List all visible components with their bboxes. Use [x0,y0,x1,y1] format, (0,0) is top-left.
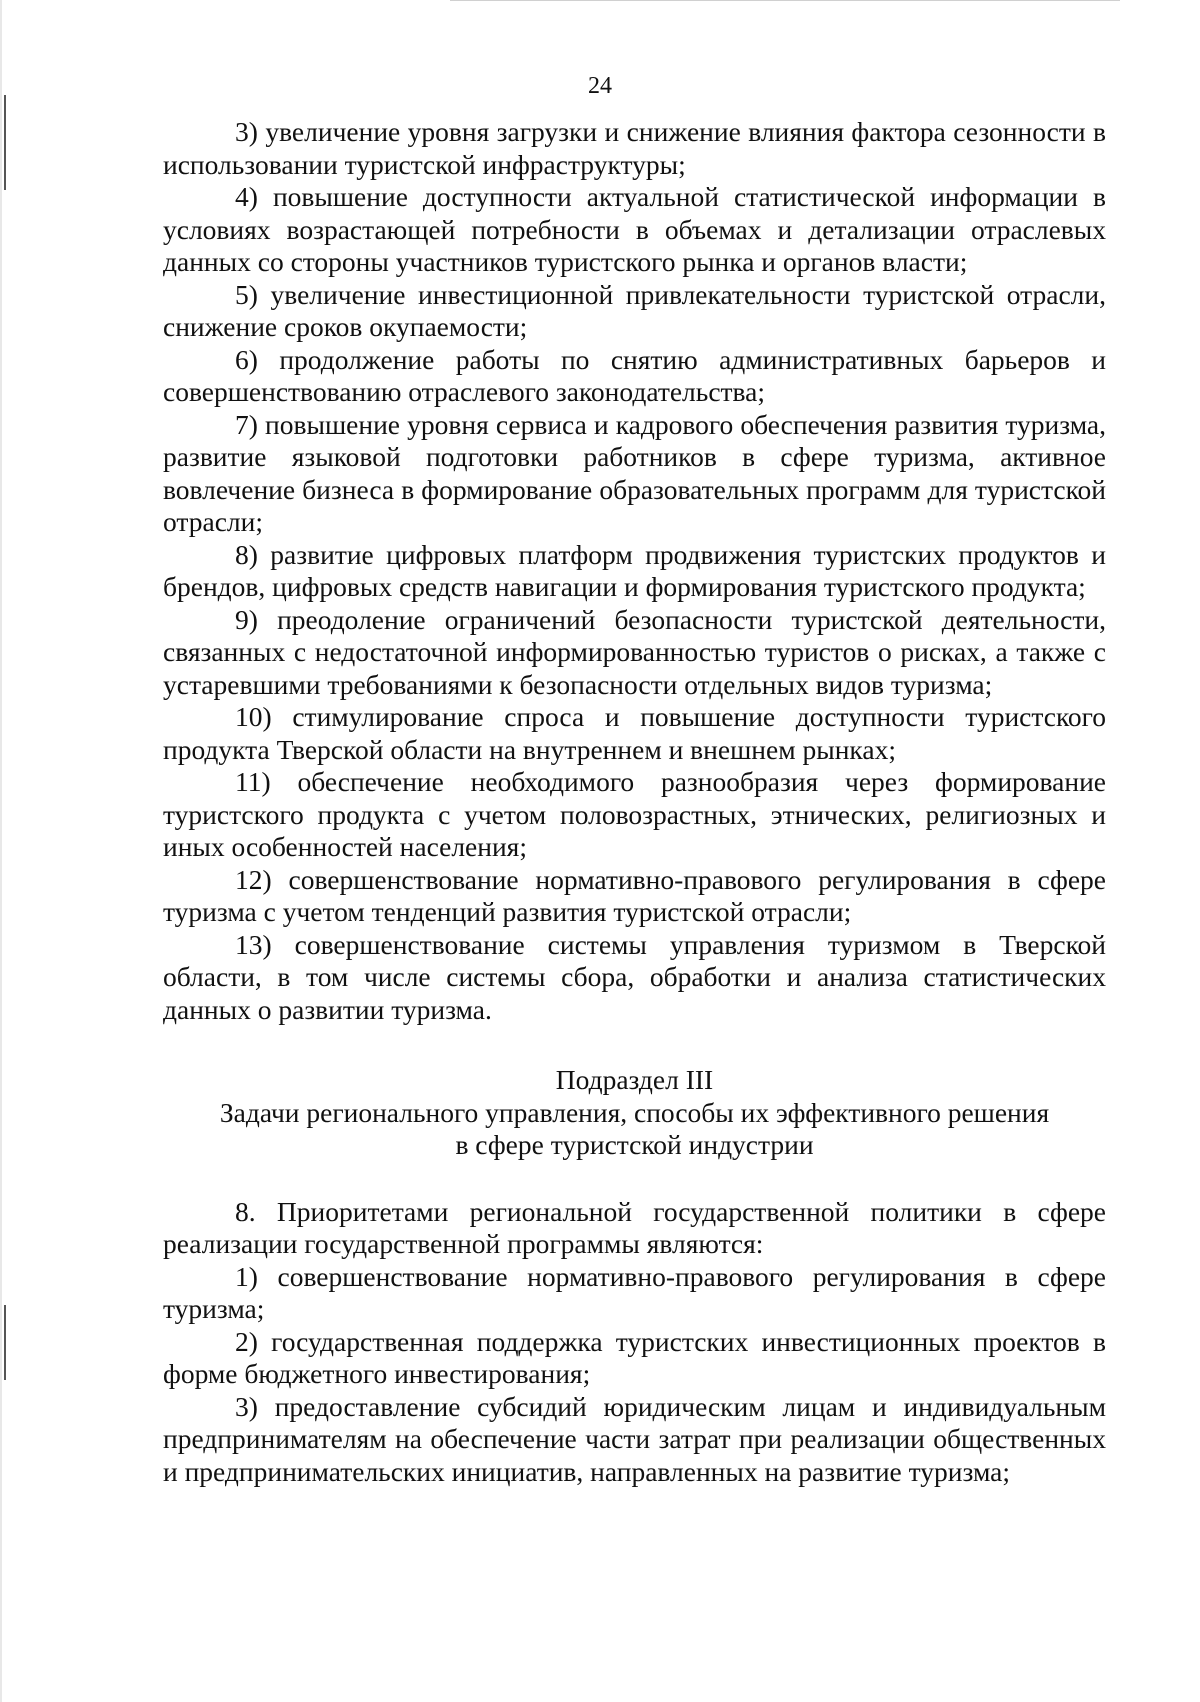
item-text: совершенствование системы управления туризмом в Тверской области, в том числе системы сбора, обработки и анализа статистических данных о развитии туризма. [163,928,1106,1025]
item-number: 1) [235,1260,258,1292]
item-number: 10) [235,701,272,732]
item-text: продолжение работы по снятию административных барьеров и совершенствованию отраслевого законодательства; [163,343,1106,407]
item-number: 13) [235,928,272,960]
list-item [163,1391,1106,1489]
paragraph-text: Приоритетами региональной государственной политики в сфере реализации государственной программы являются: [163,1195,1106,1259]
list-item [163,766,1106,864]
item-text: предоставление субсидий юридическим лицам и индивидуальным предпринимателям на обеспечение части затрат при реализации общественных и предпринимательских инициатив, направленных на развитие туризма; [163,1390,1106,1487]
item-number: 3) [235,1390,258,1422]
item-number: 4) [235,181,258,212]
list-after [163,1261,1106,1489]
subsection-heading [163,1064,1106,1162]
list-item [163,344,1106,409]
item-number: 11) [235,766,271,797]
item-text: увеличение инвестиционной привлекательности туристской отрасли, снижение сроков окупаемости; [163,278,1106,342]
list-item [163,1261,1106,1326]
item-text: государственная поддержка туристских инвестиционных проектов в форме бюджетного инвестирования; [163,1325,1106,1389]
paragraph-number: 8. [235,1195,256,1227]
subsection-label: Подраздел III [555,1064,714,1095]
list-item [163,279,1106,344]
page-number: 24 [588,73,612,99]
item-text: стимулирование спроса и повышение доступности туристского продукта Тверской области на внутреннем и внешнем рынках; [163,701,1107,765]
item-text: повышение доступности актуальной статистической информации в условиях возрастающей потребности в объемах и детализации отраслевых данных со стороны участников туристского рынка и органов власти; [163,181,1106,277]
item-number: 12) [235,863,272,895]
item-text: совершенствование нормативно-правового регулирования в сфере туризма с учетом тенденций развития туристской отрасли; [163,863,1107,927]
list-before [163,116,1106,1026]
item-number: 8) [235,538,258,570]
list-item [163,181,1106,279]
scan-mark [4,1305,6,1380]
item-number: 9) [235,603,258,635]
item-number: 2) [235,1325,258,1357]
list-item [163,116,1106,181]
scan-edge [0,0,2,1702]
subsection-title-line: в сфере туристской индустрии [455,1129,814,1160]
list-item [163,929,1106,1027]
item-text: повышение уровня сервиса и кадрового обеспечения развития туризма, развитие языковой подготовки работников в сфере туризма, активное вовлечение бизнеса в формирование образовательных программ для туристской отрасли; [163,408,1107,537]
item-number: 5) [235,278,258,310]
list-item [163,701,1106,766]
intro-paragraph [163,1196,1106,1261]
list-item [163,1326,1106,1391]
item-text: развитие цифровых платформ продвижения туристских продуктов и брендов, цифровых средств навигации и формирования туристского продукта; [163,538,1106,602]
list-item [163,409,1106,539]
item-number: 3) [235,116,258,147]
item-number: 7) [235,408,258,440]
item-text: обеспечение необходимого разнообразия через формирование туристского продукта с учетом половозрастных, этнических, религиозных и иных особенностей населения; [163,766,1107,862]
scan-mark [4,95,6,190]
item-text: преодоление ограничений безопасности туристской деятельности, связанных с недостаточной информированностью туристов о рисках, а также с устаревшими требованиями к безопасности отдельных видов туризма; [163,603,1106,700]
item-number: 6) [235,343,258,375]
list-item [163,604,1106,702]
list-item [163,539,1106,604]
item-text: совершенствование нормативно-правового регулирования в сфере туризма; [163,1260,1107,1324]
list-item [163,864,1106,929]
subsection-title-line: Задачи регионального управления, способы их эффективного решения [219,1096,1050,1128]
item-text: увеличение уровня загрузки и снижение влияния фактора сезонности в использовании туристской инфраструктуры; [163,116,1106,180]
document-body [163,116,1106,1488]
scan-top-line [450,0,1120,1]
